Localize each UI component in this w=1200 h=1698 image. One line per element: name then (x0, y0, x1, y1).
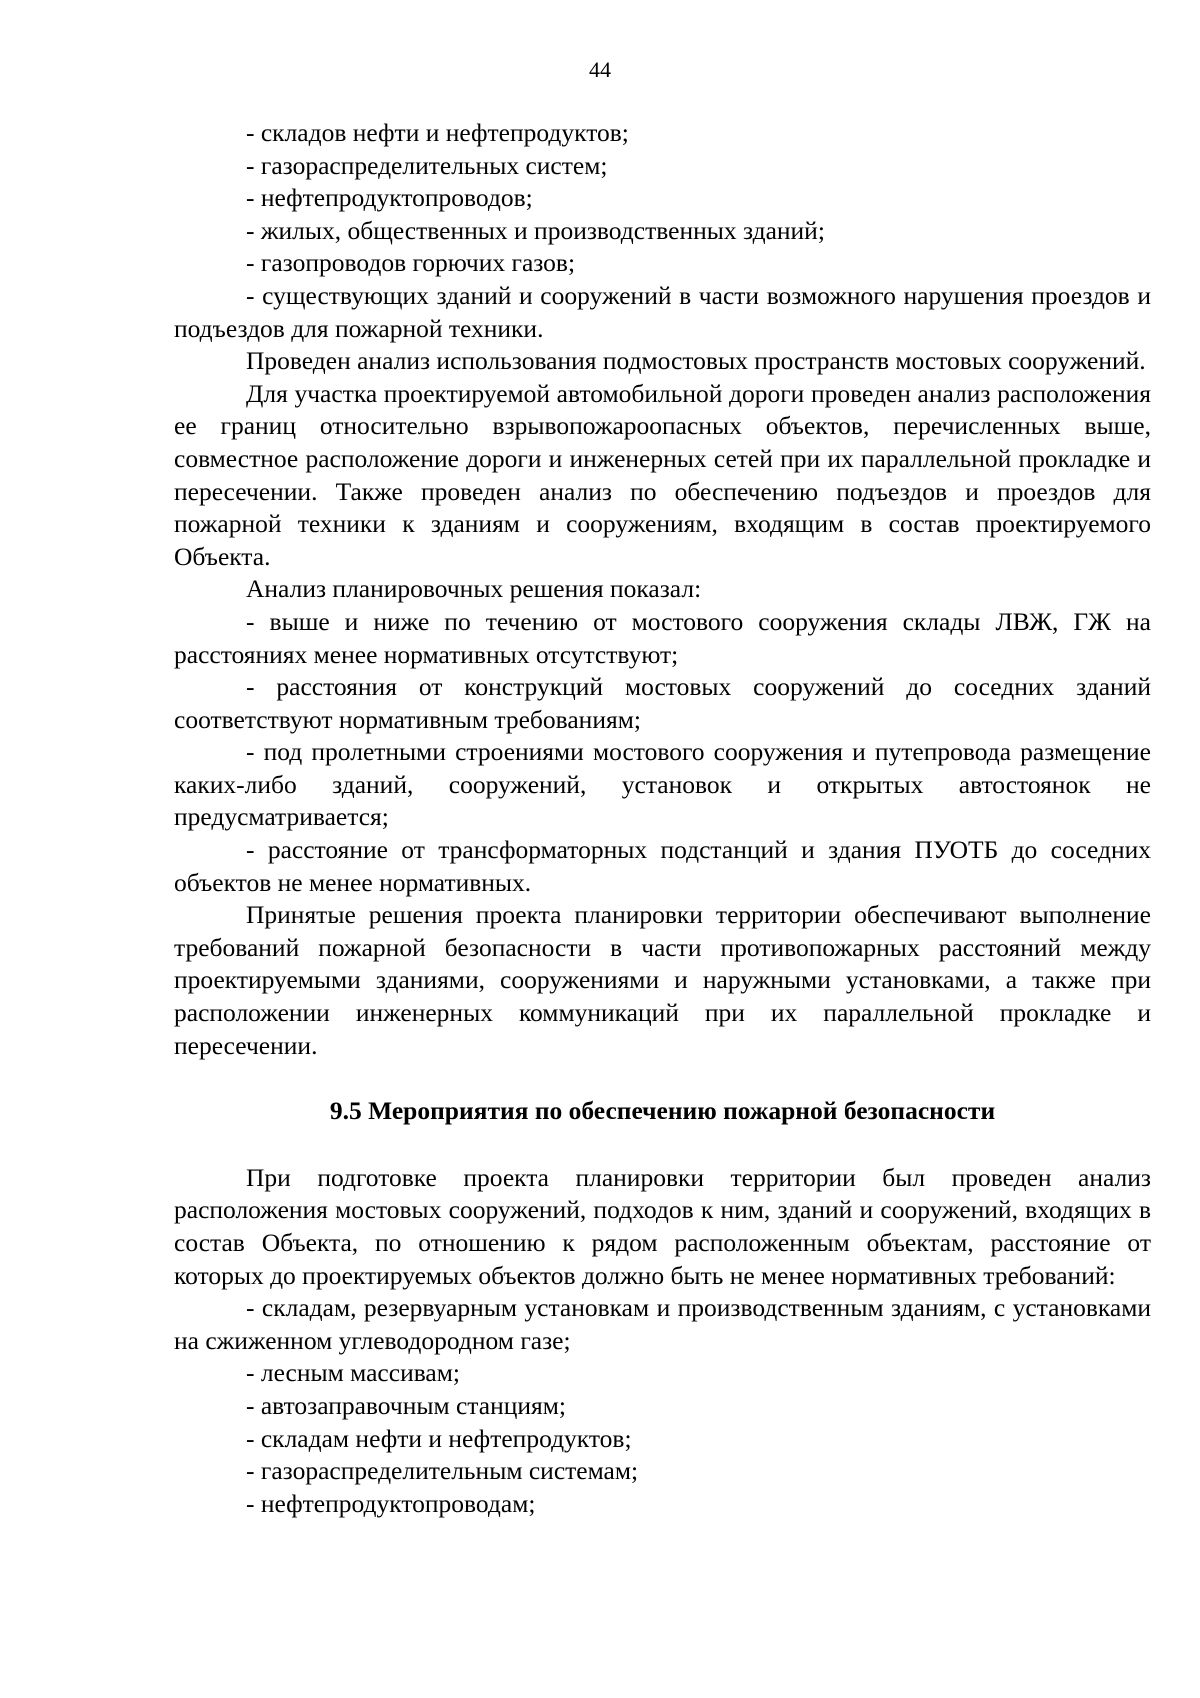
list-item-existing-buildings: - существующих зданий и сооружений в части возможного нарушения проездов и подъездов для пожарной техники. (174, 280, 1151, 343)
fire-safety-intro: При подготовке проекта планировки территории был проведен анализ расположения мостовых сооружений, подходов к ним, зданий и сооружений, входящих в состав Объекта, по отношению к рядом расположенным объектам, расстояние от которых до проектируемых объектов должно быть не менее нормативных требований: (174, 1162, 1151, 1290)
section-heading-fire-safety: 9.5 Мероприятия по обеспечению пожарной безопасности (329, 1096, 996, 1126)
document-body (174, 117, 1151, 1520)
requirement-item-oil-storage: - складам нефти и нефтепродуктов; (246, 1423, 632, 1453)
list-item-buildings: - жилых, общественных и производственных зданий; (246, 215, 825, 245)
list-item-oil-storage: - складов нефти и нефтепродуктов; (246, 118, 629, 147)
requirement-item-gas-distribution: - газораспределительным системам; (246, 1456, 639, 1486)
paragraph-bridge-space-analysis: Проведен анализ использования подмостовых пространств мостовых сооружений. (246, 346, 1146, 376)
analysis-intro: Анализ планировочных решения показал: (246, 574, 702, 604)
paragraph-road-analysis: Для участка проектируемой автомобильной дороги проведен анализ расположения ее границ относительно взрывопожароопасных объектов, перечисленных выше, совместное расположение дороги и инженерных сетей при их параллельной прокладке и пересечении. Также проведен анализ по обеспечению подъездов и проездов для пожарной техники к зданиям и сооружениям, входящим в состав проектируемого Объекта. (174, 378, 1151, 571)
list-item-oil-pipelines: - нефтепродуктопроводов; (246, 183, 533, 213)
page-number: 44 (589, 57, 611, 82)
requirement-item-forests: - лесным массивам; (246, 1358, 460, 1388)
analysis-item-under-spans: - под пролетными строениями мостового сооружения и путепровода размещение каких-либо зданий, сооружений, установок и открытых автостоянок не предусматривается; (174, 737, 1151, 832)
analysis-item-transformers: - расстояние от трансформаторных подстанций и здания ПУОТБ до соседних объектов не менее нормативных. (174, 835, 1151, 897)
conclusion-paragraph: Принятые решения проекта планировки территории обеспечивают выполнение требований пожарной безопасности в части противопожарных расстояний между проектируемыми зданиями, сооружениями и наружными установками, а также при расположении инженерных коммуникаций при их параллельной прокладке и пересечении. (174, 900, 1151, 1060)
list-item-gas-pipelines: - газопроводов горючих газов; (246, 248, 576, 278)
requirement-item-gas-stations: - автозаправочным станциям; (246, 1390, 566, 1420)
analysis-item-distances: - расстояния от конструкций мостовых сооружений до соседних зданий соответствуют нормативным требованиям; (174, 672, 1151, 734)
list-item-gas-distribution: - газораспределительных систем; (246, 150, 608, 180)
requirement-item-oil-pipelines: - нефтепродуктопроводам; (246, 1488, 536, 1518)
analysis-item-warehouses: - выше и ниже по течению от мостового сооружения склады ЛВЖ, ГЖ на расстояниях менее нормативных отсутствуют; (174, 606, 1151, 669)
requirement-item-lpg: - складам, резервуарным установкам и производственным зданиям, с установками на сжиженном углеводородном газе; (174, 1293, 1151, 1355)
